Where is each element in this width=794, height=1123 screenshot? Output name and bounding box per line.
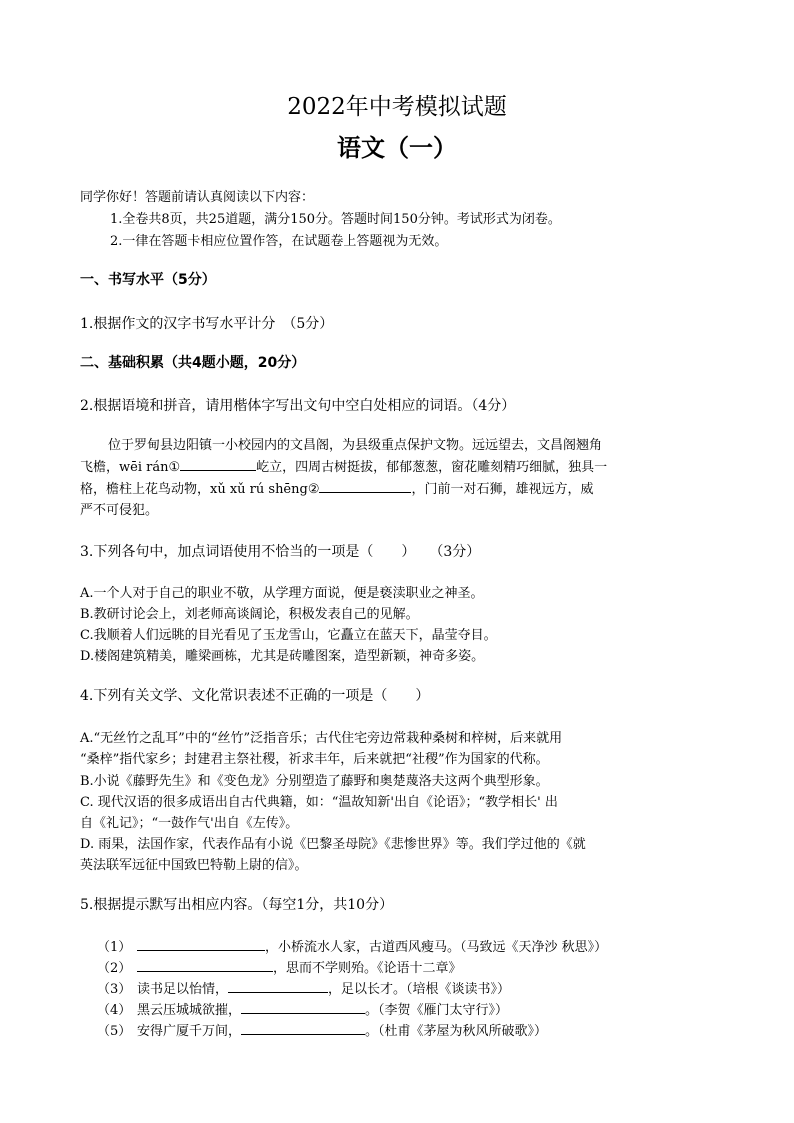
question-5-stem: 5.根据提示默写出相应内容。（每空1分，共10分） [80,897,394,913]
recitation-item-5 [97,1020,547,1039]
answer-blank[interactable] [137,957,273,972]
page-subtitle: 语文（一） [337,133,457,162]
question-3-option-a: A.一个人对于自己的职业不敬，从学理方面说，便是亵渎职业之神圣。 [80,586,484,601]
recitation-item-4 [97,999,508,1018]
question-4-stem: 4.下列有关文学、文化常识表述不正确的一项是（ ） [80,688,430,704]
answer-blank[interactable] [137,936,265,951]
answer-blank[interactable] [241,1020,365,1035]
answer-blank-2[interactable] [319,478,411,493]
question-4-option-d: D. 雨果，法国作家，代表作品有小说《巴黎圣母院》《悲惨世界》等。我们学过他的《就 [80,837,586,852]
section-2-heading: 二、基础积累（共4题小题，20分） [80,355,306,371]
question-3-option-d: D.楼阁建筑精美，雕梁画栋，尤其是砖雕图案，造型新颖，神奇多姿。 [80,649,485,664]
question-3-option-b: B.教研讨论会上，刘老师高谈阔论，积极发表自己的见解。 [80,607,419,622]
item-number: （3） [97,982,132,997]
question-2-stem: 2.根据语境和拼音，请用楷体字写出文句中空白处相应的词语。（4分） [80,398,516,414]
item-suffix: ，思而不学则殆。《论语十二章》 [273,961,462,976]
question-4-option-d-cont: 英法联军远征中国致巴特勒上尉的信》。 [80,858,308,873]
passage-text: 格，檐柱上花鸟动物，xǔ xǔ rú shēng② [80,482,320,497]
question-1: 1.根据作文的汉字书写水平计分 （5分） [80,316,334,332]
passage-line [80,456,714,478]
item-number: （4） [97,1003,132,1018]
question-4-option-b: B.小说《藤野先生》和《变色龙》分别塑造了藤野和奥楚蔑洛夫这两个典型形象。 [80,774,549,789]
item-suffix: 。（杜甫《茅屋为秋风所破歌》） [365,1024,548,1039]
question-4-option-c-cont: 自《礼记》；“一鼓作气'出自《左传》。 [80,816,299,831]
question-4-option-a-cont: “桑梓”指代家乡；封建君主祭社稷，祈求丰年，后来就把“社稷”作为国家的代称。 [80,752,549,767]
question-3-option-c: C.我顺着人们远眺的目光看见了玉龙雪山，它矗立在蓝天下，晶莹夺目。 [80,628,497,643]
item-prefix: 读书足以怡情， [137,982,229,997]
item-suffix: 。（李贺《雁门太守行》） [365,1003,509,1018]
question-4-option-c: C. 现代汉语的很多成语出自古代典籍，如：“温故知新'出自《论语》；“教学相长' 出 [80,795,558,810]
item-suffix: ，足以长才。（培根《谈读书》） [328,982,511,997]
question-2-passage [80,435,714,521]
passage-text: 屹立，四周古树挺拔，郁郁葱葱，窗花雕刻精巧细腻，独具一 [256,460,608,475]
item-number: （5） [97,1024,132,1039]
item-suffix: ，小桥流水人家，古道西风瘦马。（马致远《天净沙 秋思》） [265,940,608,955]
recitation-item-3 [97,978,510,997]
recitation-item-1 [97,936,607,955]
passage-line: 位于罗甸县边阳镇一小校园内的文昌阁，为县级重点保护文物。远远望去，文昌阁翘角 [108,438,603,453]
item-prefix: 安得广厦千万间， [137,1024,242,1039]
question-4-option-a: A.“无丝竹之乱耳”中的“丝竹”泛指音乐；古代住宅旁边常栽种桑树和梓树，后来就用 [80,731,563,746]
passage-text: ，门前一对石狮，雄视远方，威 [411,482,594,497]
intro-note-1: 1.全卷共8页，共25道题，满分150分。答题时间150分钟。考试形式为闭卷。 [110,212,561,227]
passage-line: 严不可侵犯。 [80,503,159,518]
answer-blank-1[interactable] [180,456,256,471]
passage-text: 飞檐，wēi rán① [80,460,181,475]
passage-line [80,478,714,500]
answer-blank[interactable] [241,999,365,1014]
recitation-item-2 [97,957,462,976]
section-1-heading: 一、书写水平（5分） [80,272,216,288]
intro-greeting: 同学你好！答题前请认真阅读以下内容： [80,190,315,205]
question-3-stem: 3.下列各句中，加点词语使用不恰当的一项是（ ） （3分） [80,544,481,560]
item-number: （1） [97,940,132,955]
item-number: （2） [97,961,132,976]
item-prefix: 黑云压城城欲摧， [137,1003,242,1018]
intro-note-2: 2.一律在答题卡相应位置作答，在试题卷上答题视为无效。 [110,234,448,249]
answer-blank[interactable] [228,978,328,993]
page-title: 2022年中考模拟试题 [287,94,507,120]
